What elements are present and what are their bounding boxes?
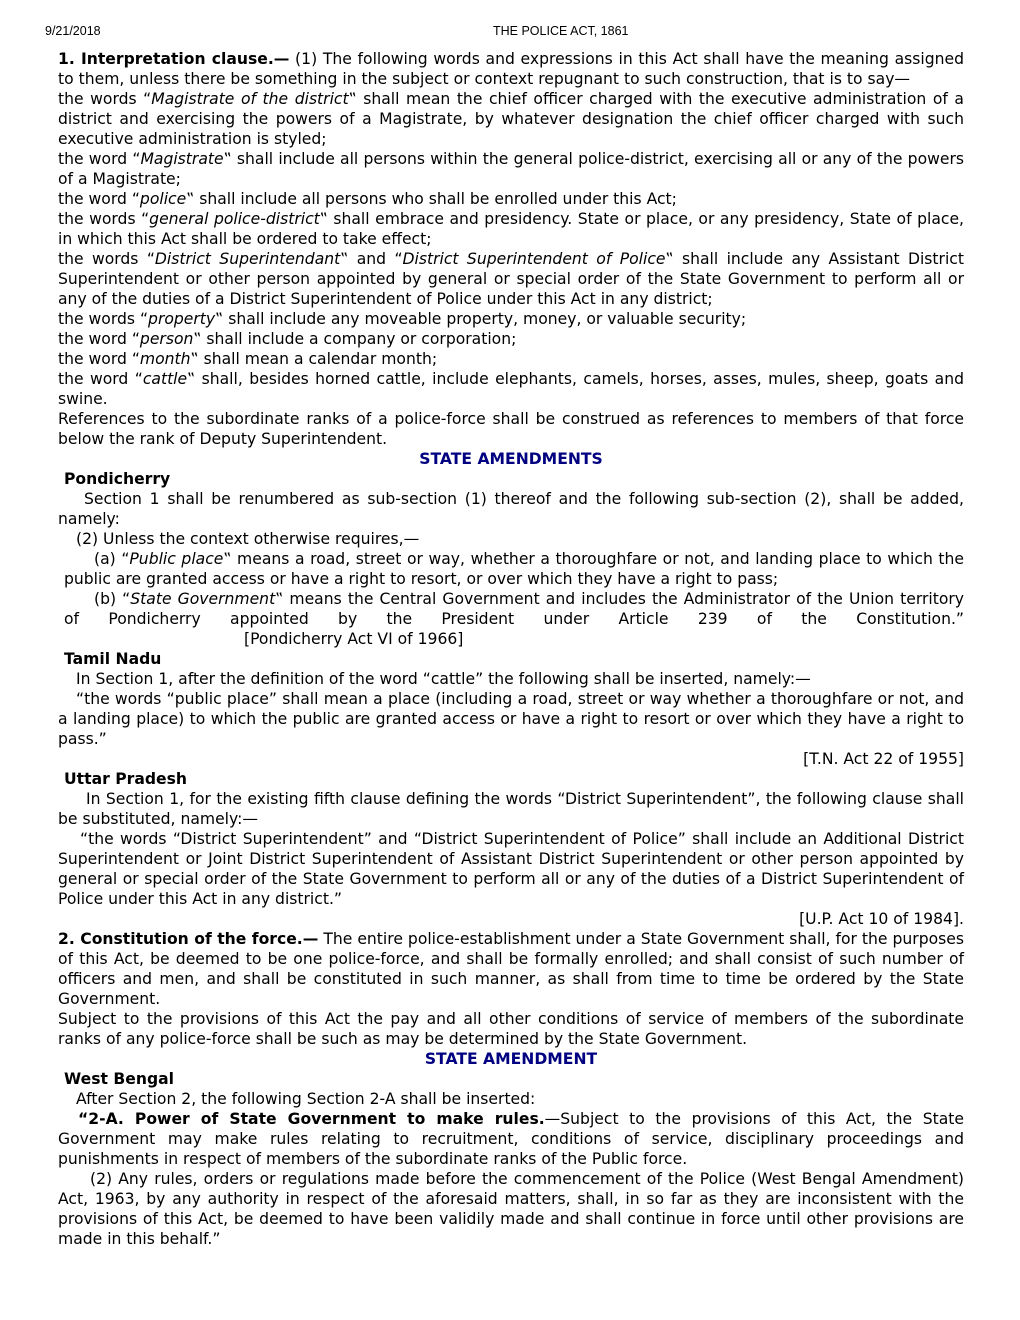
text: [T.N. Act 22 of 1955] — [803, 750, 964, 768]
document-title: THE POLICE ACT, 1861 — [493, 24, 629, 38]
text: “the words “District Superintendent” and “District Superintendent of Police” shall include an Additional District Superintendent or Joint District Superintendent of Assistant District Superintendent or other person appointed by general or special order of the State Government to perform all or any of the duties of a District Superintendent of Police under this Act in any district.” — [58, 830, 964, 908]
text: [U.P. Act 10 of 1984]. — [799, 910, 964, 928]
text: ‟ shall mean the chief officer charged with the executive administration of a district and exercising the powers of a Magistrate, by whatever designation the chief officer charged with such executive administration is styled; — [58, 90, 964, 148]
defined-term: person — [139, 330, 194, 348]
state-heading — [58, 649, 964, 669]
text: (b) “ — [94, 590, 131, 608]
text: the word “ — [58, 330, 140, 348]
text: ‟ shall embrace and presidency. State or place, or any presidency, State of place, in which this Act shall be ordered to take effect; — [58, 210, 965, 248]
defined-term: State Government — [130, 590, 276, 608]
text: Tamil Nadu — [64, 650, 162, 668]
text: the words “ — [58, 250, 155, 268]
paragraph — [58, 1169, 964, 1249]
defined-term: Magistrate — [140, 150, 224, 168]
paragraph — [58, 369, 964, 409]
paragraph — [58, 1089, 964, 1109]
defined-term: property — [148, 310, 216, 328]
text: In Section 1, after the definition of the word “cattle” the following shall be inserted, namely:— — [76, 670, 811, 688]
text: Section 1 shall be renumbered as sub-section (1) thereof and the following sub-section (2), shall be added, namely: — [58, 490, 964, 528]
paragraph — [58, 1109, 964, 1169]
paragraph — [58, 89, 964, 149]
text: “the words “public place” shall mean a place (including a road, street or way whether a thoroughfare or not, and a landing place) to which the public are granted access or have a right to resort or over which they have a right to pass.” — [58, 690, 964, 748]
text: the word “ — [58, 370, 143, 388]
text: ‟ shall include all persons who shall be enrolled under this Act; — [186, 190, 677, 208]
text: References to the subordinate ranks of a police-force shall be construed as references to members of that force below the rank of Deputy Superintendent. — [58, 410, 964, 448]
text: ‟ shall mean a calendar month; — [190, 350, 438, 368]
text: ‟ shall, besides horned cattle, include elephants, camels, horses, asses, mules, sheep, goats and swine. — [58, 370, 964, 408]
defined-term: general police-district — [149, 210, 320, 228]
state-heading — [58, 469, 964, 489]
text: (a) “ — [94, 550, 130, 568]
text: (2) Any rules, orders or regulations made before the commencement of the Police (West Bengal Amendment) Act, 1963, by any authority in respect of the aforesaid matters, shall, in so far as they are inconsistent with the provisions of this Act, be deemed to have been validily made and shall continue in force until other provisions are made in this behalf.” — [58, 1170, 964, 1248]
text: the words “ — [58, 310, 149, 328]
paragraph — [58, 829, 964, 909]
bold-text: “2-A. Power of State Government to make rules. — [78, 1110, 545, 1128]
paragraph — [58, 329, 964, 349]
text: West Bengal — [64, 1070, 174, 1088]
text: (1) The following words and expressions in this Act shall have the meaning assigned to them, unless there be something in the subject or context repugnant to such construction, that is to say— — [58, 50, 964, 88]
text: ‟ shall include any Assistant District Superintendent or other person appointed by general or special order of the State Government to perform all or any of the duties of a District Superintendent of Police under this Act in any district; — [58, 250, 964, 308]
paragraph — [58, 689, 964, 749]
paragraph — [58, 549, 964, 589]
paragraph — [58, 189, 964, 209]
paragraph — [58, 349, 964, 369]
text: —Subject to the provisions of this Act, the State Government may make rules relating to recruitment, conditions of service, disciplinary proceedings and punishments in respect of members of the subordinate ranks of the Public force. — [58, 1110, 965, 1168]
text: the words “ — [58, 90, 152, 108]
document-body — [58, 49, 964, 1249]
section-heading — [58, 449, 964, 469]
section-heading — [58, 1049, 964, 1069]
paragraph — [58, 409, 964, 449]
paragraph — [58, 309, 964, 329]
print-date: 9/21/2018 — [45, 24, 101, 38]
bold-text: 1. Interpretation clause.— — [58, 50, 290, 68]
text: STATE AMENDMENTS — [419, 450, 603, 468]
state-heading — [58, 1069, 964, 1089]
paragraph — [58, 669, 964, 689]
text: ‟ shall include all persons within the general police-district, exercising all or any of the powers of a Magistrate; — [58, 150, 964, 188]
defined-term: Public place — [129, 550, 224, 568]
text: the word “ — [58, 190, 140, 208]
defined-term: District Superintendant — [154, 250, 341, 268]
text: Subject to the provisions of this Act the pay and all other conditions of service of members of the subordinate ranks of any police-force shall be such as may be determined by the State Government. — [58, 1010, 964, 1048]
text: STATE AMENDMENT — [424, 1050, 598, 1068]
text: ‟ shall include a company or corporation; — [193, 330, 517, 348]
defined-term: police — [139, 190, 187, 208]
text: ‟ and “ — [340, 250, 403, 268]
citation: [Pondicherry Act VI of 1966] — [244, 630, 464, 648]
paragraph — [58, 789, 964, 829]
text: the word “ — [58, 350, 140, 368]
defined-term: Magistrate of the district — [151, 90, 349, 108]
bold-text: 2. Constitution of the force.— — [58, 930, 319, 948]
paragraph — [58, 529, 964, 549]
paragraph — [58, 49, 964, 89]
paragraph — [58, 929, 964, 1009]
text: The entire police-establishment under a State Government shall, for the purposes of this Act, be deemed to be one police-force, and shall be formally enrolled; and shall consist of such number of officers and men, and shall be constituted in such manner, as shall from time to time be ordered by the State Government. — [58, 930, 964, 1008]
paragraph — [58, 249, 964, 309]
citation — [58, 909, 964, 929]
citation — [58, 749, 964, 769]
state-heading — [58, 769, 964, 789]
text: the words “ — [58, 210, 150, 228]
text: the word “ — [58, 150, 141, 168]
defined-term: month — [139, 350, 191, 368]
paragraph — [58, 149, 964, 189]
text: ‟ means the Central Government and includes the Administrator of the Union territory of Pondicherry appointed by the President under Article 239 of the Constitution.” — [64, 590, 964, 628]
text: After Section 2, the following Section 2-A shall be inserted: — [76, 1090, 536, 1108]
paragraph — [58, 489, 964, 529]
text: Uttar Pradesh — [64, 770, 187, 788]
text: In Section 1, for the existing fifth clause defining the words “District Superintendent”, the following clause shall be substituted, namely:— — [58, 790, 964, 828]
text: ‟ means a road, street or way, whether a thoroughfare or not, and landing place to which the public are granted access or have a right to resort, or over which they have a right to pass; — [64, 550, 965, 588]
text: Pondicherry — [64, 470, 171, 488]
paragraph — [58, 1009, 964, 1049]
text: ‟ shall include any moveable property, money, or valuable security; — [215, 310, 747, 328]
text: (2) Unless the context otherwise requires,— — [76, 530, 420, 548]
paragraph — [58, 589, 964, 649]
paragraph — [58, 209, 964, 249]
defined-term: cattle — [142, 370, 188, 388]
defined-term: District Superintendent of Police — [402, 250, 666, 268]
